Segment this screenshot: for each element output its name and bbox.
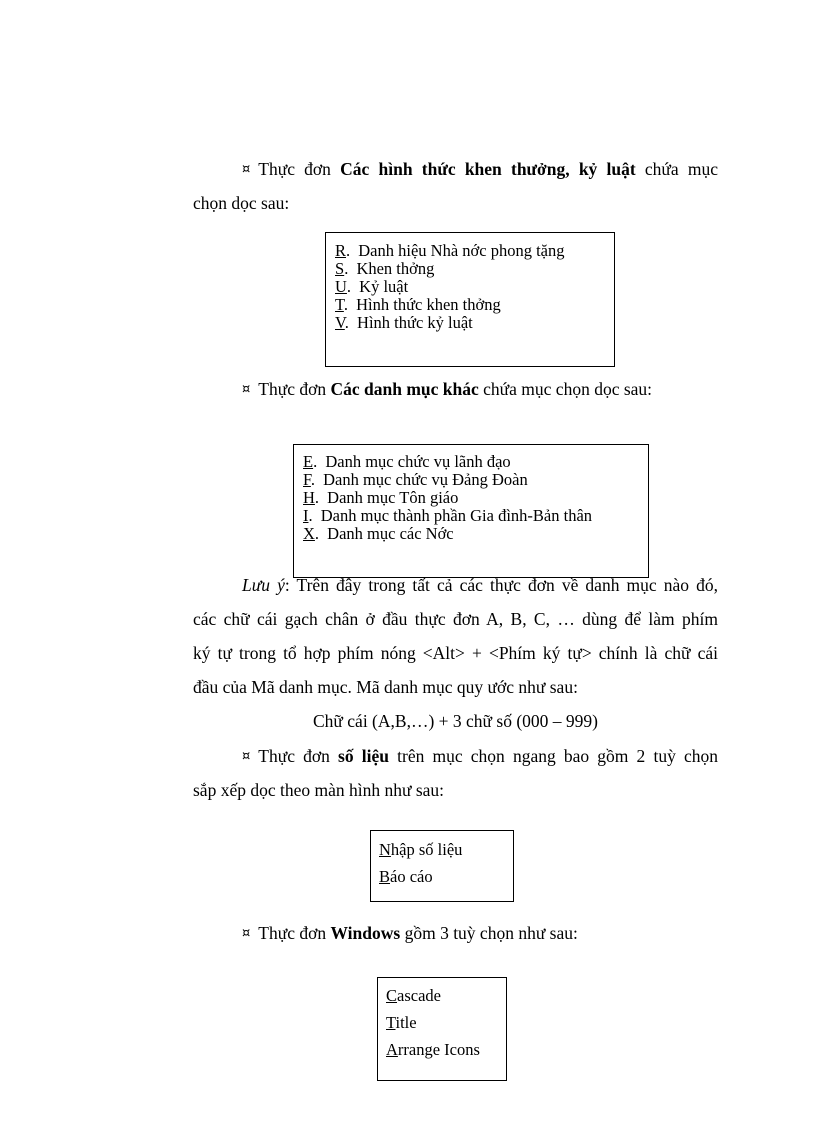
menu-item-cascade[interactable]: Cascade xyxy=(386,986,441,1005)
section2-intro-suffix: chứa mục chọn dọc sau: xyxy=(483,379,653,399)
menu-item[interactable]: R. Danh hiệu Nhà nớc phong tặng xyxy=(335,241,565,260)
note-formula: Chữ cái (A,B,…) + 3 chữ số (000 – 999) xyxy=(313,711,598,731)
bullet-icon: ¤ xyxy=(242,162,251,177)
section1-continuation: chọn dọc sau: xyxy=(193,193,290,213)
menu-item[interactable]: E. Danh mục chức vụ lãnh đạo xyxy=(303,452,511,471)
bullet-icon: ¤ xyxy=(242,382,251,397)
note-label: Lưu ý xyxy=(242,575,285,595)
section4-intro: ¤ Thực đơn Windows gồm 3 tuỳ chọn như sau: xyxy=(242,923,578,943)
section3-menu-name: số liệu xyxy=(338,746,389,766)
menu-item[interactable]: H. Danh mục Tôn giáo xyxy=(303,488,459,507)
menu-item[interactable]: F. Danh mục chức vụ Đảng Đoàn xyxy=(303,470,528,489)
menu-item[interactable]: T. Hình thức khen thởng xyxy=(335,295,501,314)
menu-item-bao-cao[interactable]: Báo cáo xyxy=(379,867,433,886)
menu-item-title[interactable]: Title xyxy=(386,1013,417,1032)
menu-item[interactable]: X. Danh mục các Nớc xyxy=(303,524,454,543)
section2-intro-prefix: Thực đơn xyxy=(258,379,327,399)
menu-item-arrange-icons[interactable]: Arrange Icons xyxy=(386,1040,480,1059)
menu-item[interactable]: I. Danh mục thành phần Gia đình-Bản thân xyxy=(303,506,593,525)
section2-intro xyxy=(242,378,652,403)
section1-intro-prefix: Thực đơn xyxy=(258,159,331,179)
section3-intro: ¤ Thực đơn số liệu trên mục chọn ngang bao gồm 2 tuỳ chọn xyxy=(242,746,718,766)
note-line-3: ký tự trong tổ hợp phím nóng <Alt> + <Phím ký tự> chính là chữ cái xyxy=(193,643,718,663)
section1-menu-name: Các hình thức khen thưởng, kỷ luật xyxy=(340,159,636,179)
note-line-1: Lưu ý: Trên đây trong tất cả các thực đơn về danh mục nào đó, xyxy=(242,575,718,595)
bullet-icon: ¤ xyxy=(242,749,251,764)
section4-menu-name: Windows xyxy=(330,923,401,943)
section1-intro-suffix: chứa mục xyxy=(644,159,719,179)
section1-intro xyxy=(242,158,718,183)
note-line-4: đầu của Mã danh mục. Mã danh mục quy ước như sau: xyxy=(193,677,578,697)
menu-box-so-lieu xyxy=(370,830,514,902)
bullet-icon: ¤ xyxy=(242,926,251,941)
menu-item-nhap-so-lieu[interactable]: Nhập số liệu xyxy=(379,840,463,859)
menu-box-windows xyxy=(377,977,507,1081)
menu-item[interactable]: V. Hình thức kỷ luật xyxy=(335,313,473,332)
section3-continuation: sắp xếp dọc theo màn hình như sau: xyxy=(193,780,445,800)
section2-menu-name: Các danh mục khác xyxy=(330,379,479,399)
note-line-2: các chữ cái gạch chân ở đầu thực đơn A, B, C, … dùng để làm phím xyxy=(193,609,718,629)
menu-item[interactable]: S. Khen thởng xyxy=(335,259,435,278)
menu-box-khen-thuong xyxy=(325,232,615,367)
menu-box-danh-muc xyxy=(293,444,649,578)
menu-item[interactable]: U. Kỷ luật xyxy=(335,277,409,296)
